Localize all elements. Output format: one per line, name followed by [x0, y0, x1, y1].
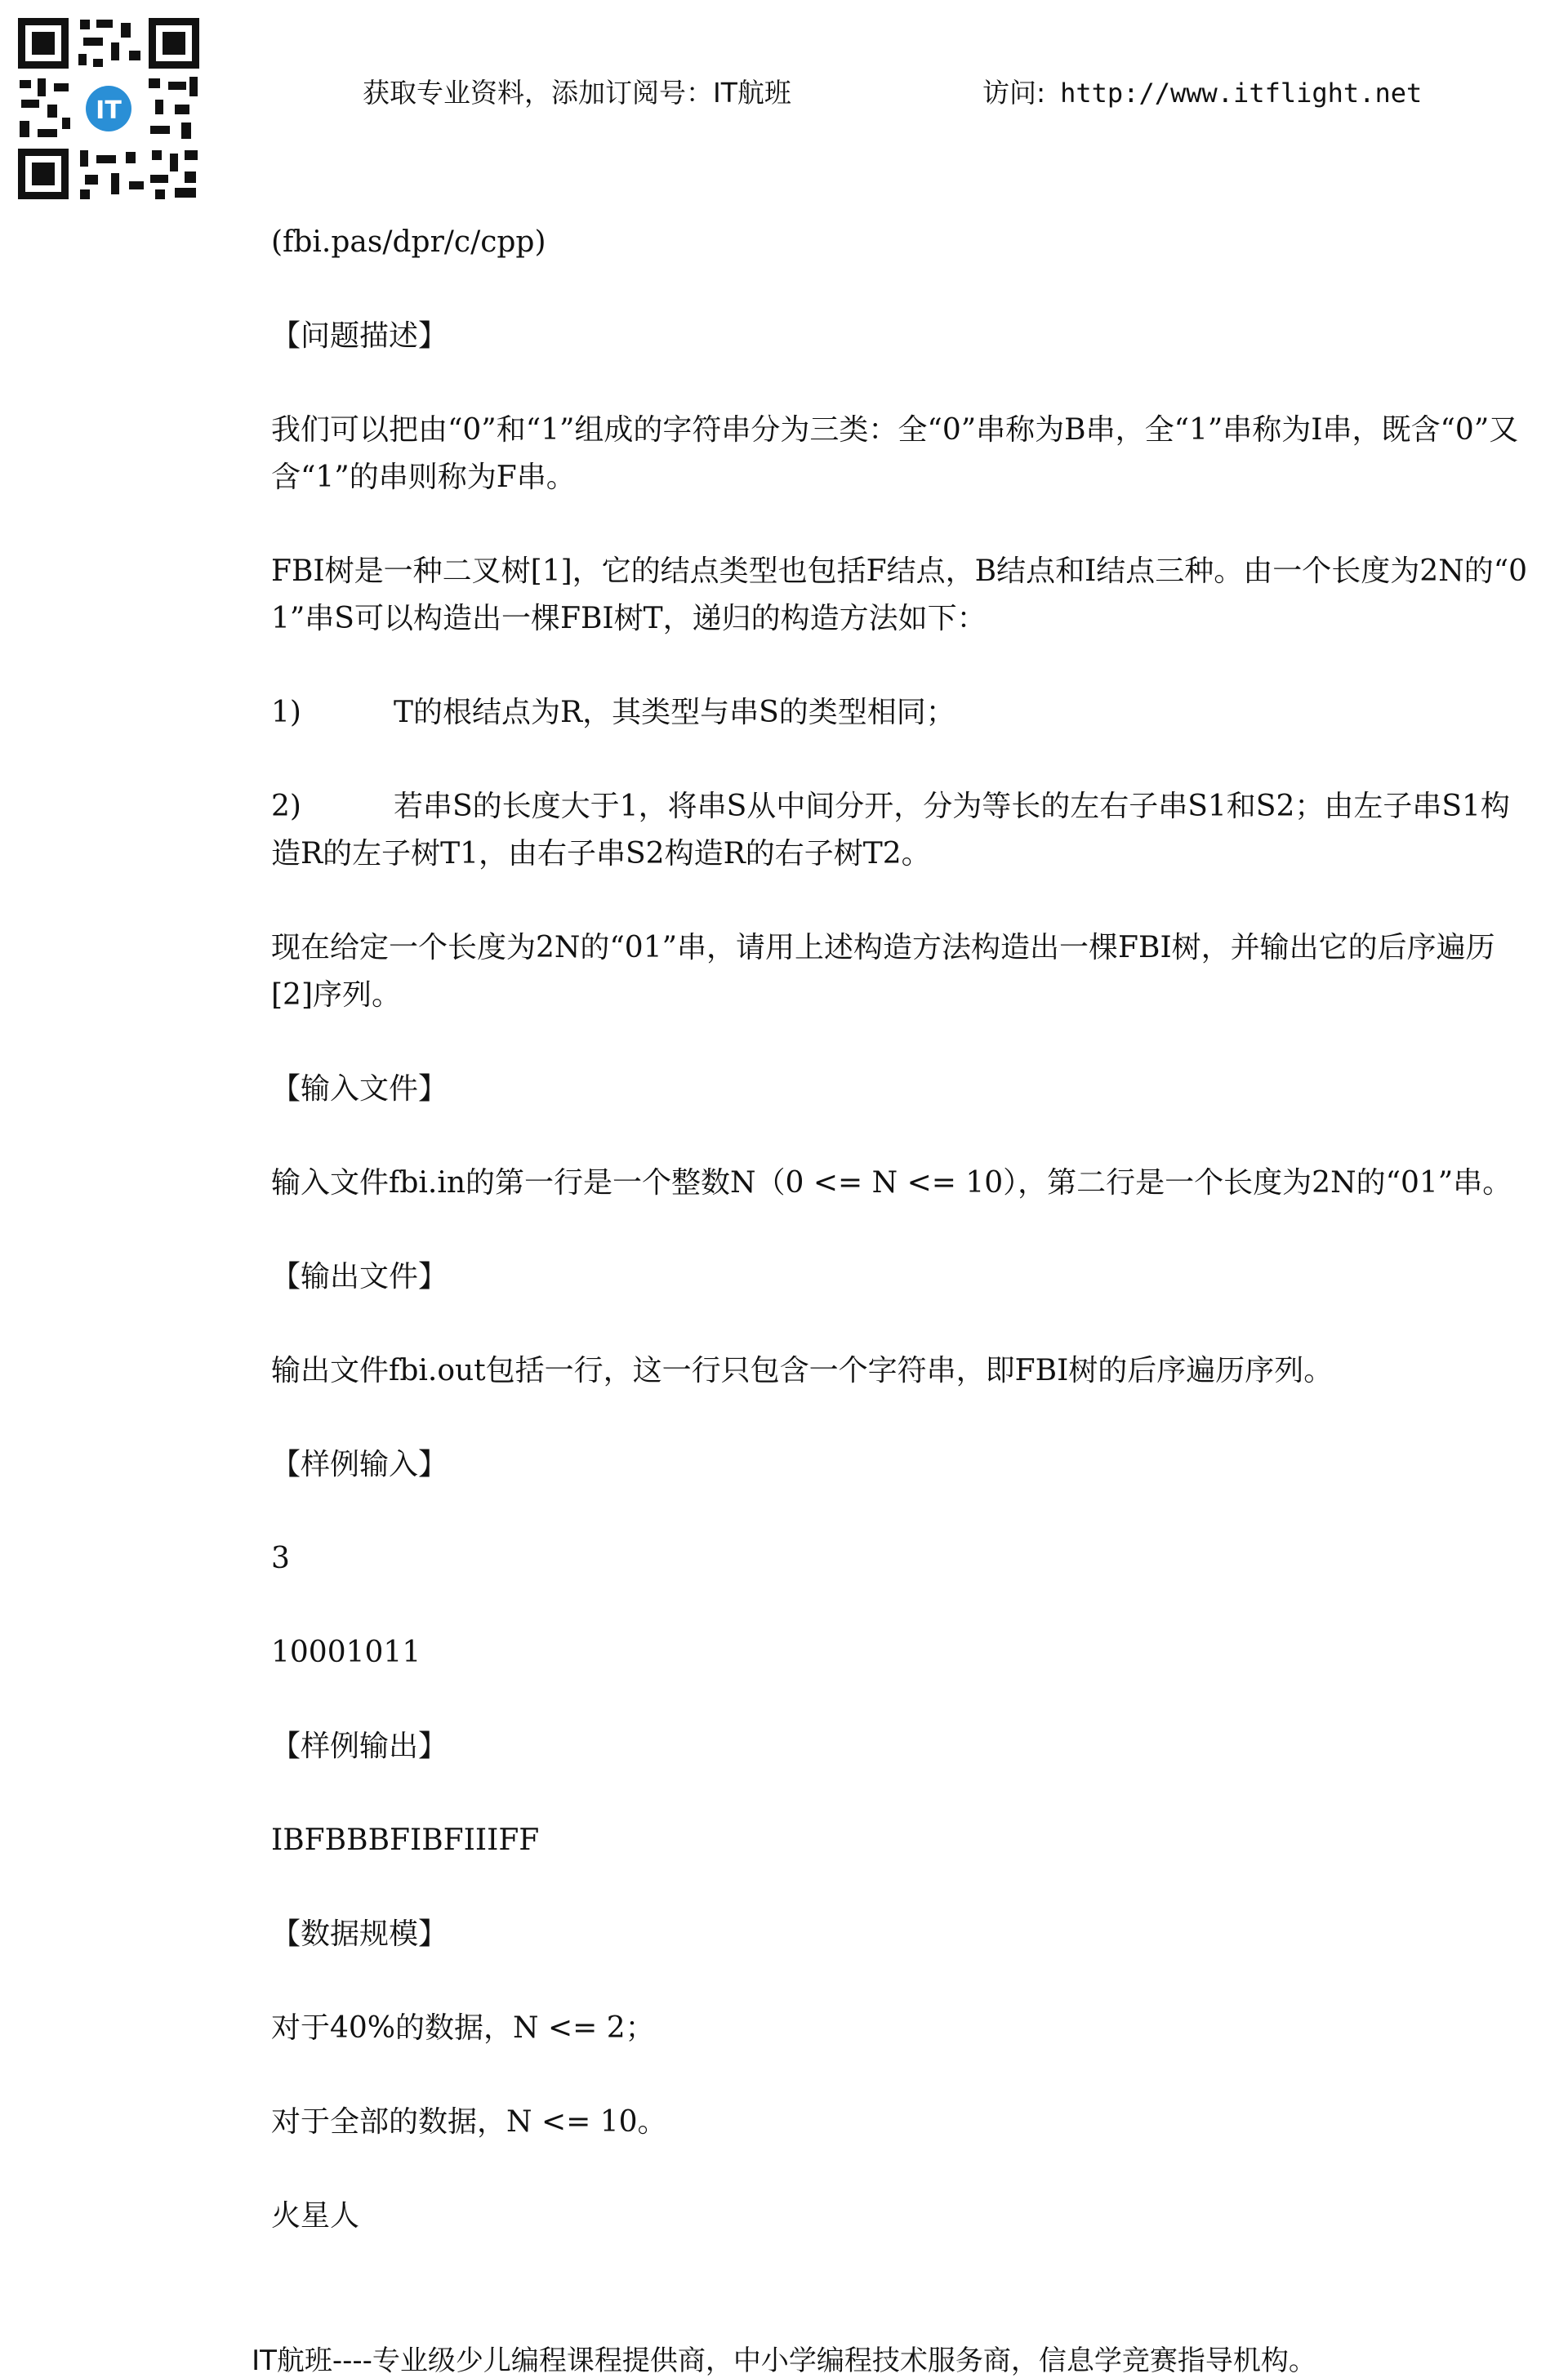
document-body [271, 219, 1529, 2287]
problem-paragraph-1: 我们可以把由“0”和“1”组成的字符串分为三类：全“0”串称为B串，全“1”串称为I串，既含“0”又含“1”的串则称为F串。 [271, 413, 1519, 494]
output-file-description: 输出文件fbi.out包括一行，这一行只包含一个字符串，即FBI树的后序遍历序列。 [271, 1354, 1334, 1387]
header-url-link[interactable]: http://www.itflight.net [1060, 78, 1423, 109]
step-1-number: 1) [271, 696, 301, 729]
qr-code [15, 15, 203, 203]
data-scale-all: 对于全部的数据，N <= 10。 [271, 2105, 667, 2139]
construction-step-1 [271, 689, 1529, 737]
problem-paragraph-2: FBI树是一种二叉树[1]，它的结点类型也包括F结点，B结点和I结点三种。由一个长度为2N的“01”串S可以构造出一棵FBI树T，递归的构造方法如下： [271, 554, 1528, 635]
author: 火星人 [271, 2199, 360, 2233]
file-names: (fbi.pas/dpr/c/cpp) [271, 225, 546, 259]
footer-slogan: IT航班----专业级少儿编程课程提供商，中小学编程技术服务商，信息学竞赛指导机构。 [252, 2345, 1316, 2377]
header-visit [982, 72, 1422, 110]
heading-sample-input: 【样例输入】 [271, 1448, 448, 1481]
qr-logo-text: IT [96, 96, 122, 125]
sample-input-line-1: 3 [271, 1542, 290, 1575]
step-2-number: 2) [271, 790, 301, 823]
input-file-description: 输入文件fbi.in的第一行是一个整数N（0 <= N <= 10），第二行是一个长度为2N的“01”串。 [271, 1166, 1512, 1200]
step-2-text: 若串S的长度大于1，将串S从中间分开，分为等长的左右子串S1和S2；由左子串S1构造R的左子树T1，由右子串S2构造R的右子树T2。 [271, 790, 1510, 871]
sample-input-line-2: 10001011 [271, 1636, 421, 1669]
construction-step-2 [271, 783, 1529, 878]
heading-output-file: 【输出文件】 [271, 1260, 448, 1294]
heading-sample-output: 【样例输出】 [271, 1730, 448, 1763]
heading-problem-description: 【问题描述】 [271, 319, 448, 353]
header-subscription-text: 获取专业资料，添加订阅号：IT航班 [363, 77, 791, 109]
problem-paragraph-3: 现在给定一个长度为2N的“01”串，请用上述构造方法构造出一棵FBI树，并输出它的后序遍历[2]序列。 [271, 931, 1495, 1012]
heading-data-scale: 【数据规模】 [271, 1917, 448, 1951]
heading-input-file: 【输入文件】 [271, 1072, 448, 1106]
sample-output: IBFBBBFIBFIIIFF [271, 1824, 540, 1857]
header-visit-label: 访问: [982, 77, 1046, 109]
data-scale-40-percent: 对于40%的数据，N <= 2； [271, 2011, 655, 2045]
step-1-text: T的根结点为R，其类型与串S的类型相同； [394, 696, 956, 729]
